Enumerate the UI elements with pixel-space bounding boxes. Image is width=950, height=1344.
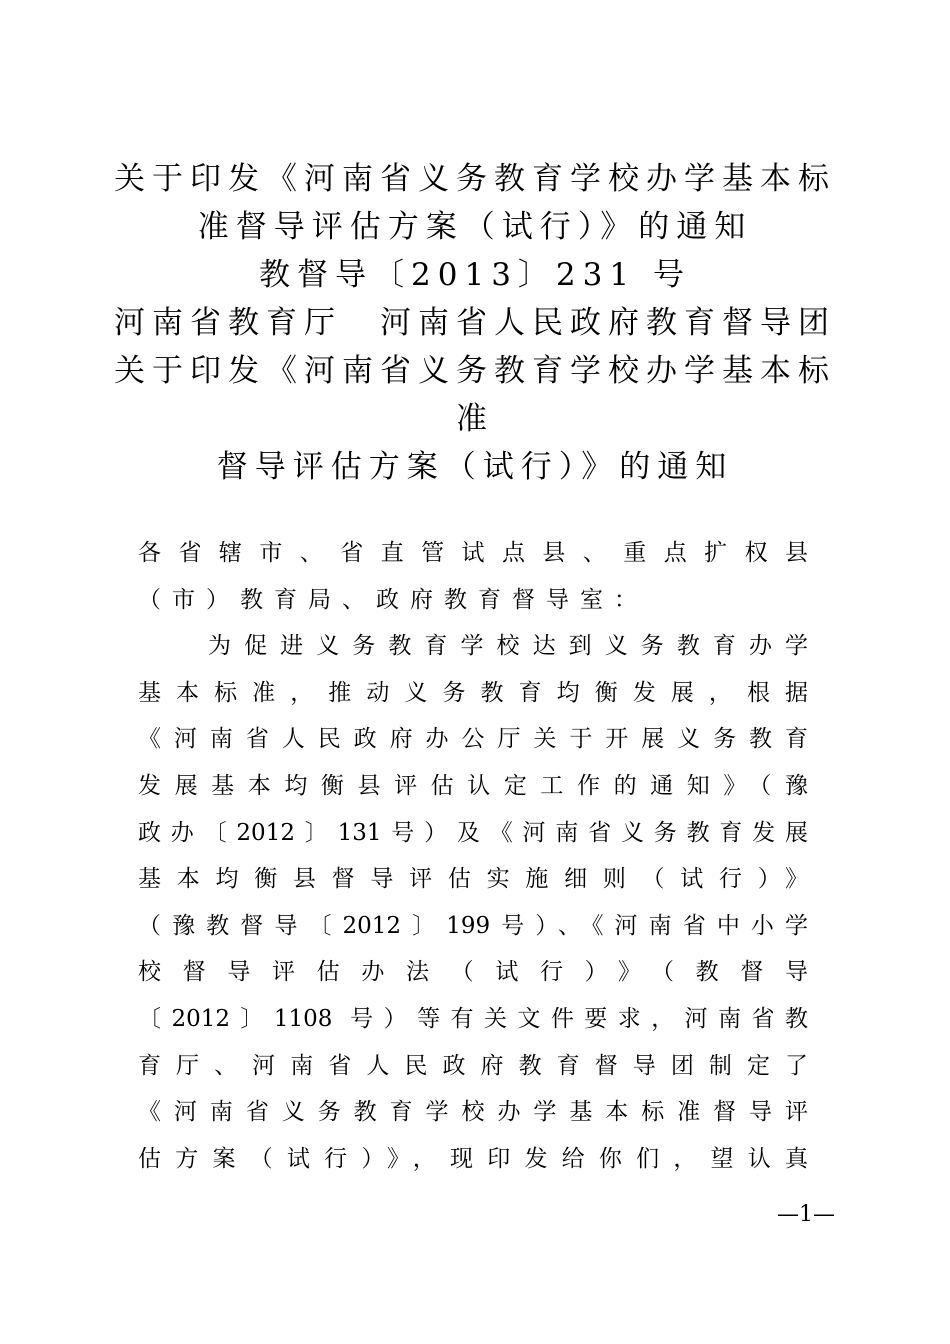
body-line: 估方案（试行）》，现印发给你们，望认真: [138, 1145, 808, 1172]
title-repeat-line-2: 准: [456, 401, 494, 437]
body-line: 《河南省义务教育学校办学基本标准督导评: [138, 1099, 808, 1126]
body-line: （市）教育局、政府教育督导室：: [138, 586, 648, 613]
document-title-block: [0, 155, 950, 491]
body-line: 为促进义务教育学校达到义务教育办学: [208, 633, 808, 660]
body-line: （豫教督导〔2012〕199号）、《河南省中小学: [138, 912, 808, 939]
page-number: —1—: [777, 1202, 835, 1227]
title-repeat-line-1: 关于印发《河南省义务教育学校办学基本标: [114, 353, 836, 389]
title-repeat-line-3: 督导评估方案（试行）》的通知: [216, 449, 734, 485]
document-body: [138, 530, 808, 1182]
body-line: 《河南省人民政府办公厅关于开展义务教育: [138, 726, 808, 753]
body-line: 育厅、河南省人民政府教育督导团制定了: [138, 1052, 808, 1079]
document-number: 教督导〔2013〕231 号: [259, 257, 691, 293]
body-line: 各省辖市、省直管试点县、重点扩权县: [138, 540, 808, 566]
body-line: 基本标准，推动义务教育均衡发展，根据: [138, 679, 808, 706]
issuing-authorities: 河南省教育厅 河南省人民政府教育督导团: [114, 305, 836, 341]
body-line: 校督导评估办法（试行）》（教督导: [138, 959, 808, 986]
body-line: 发展基本均衡县评估认定工作的通知》（豫: [138, 772, 808, 799]
body-line: 基本均衡县督导评估实施细则（试行）》: [138, 866, 808, 893]
body-line: 〔2012〕1108 号）等有关文件要求，河南省教: [138, 1005, 808, 1032]
body-line: 政办〔2012〕131号）及《河南省义务教育发展: [138, 819, 808, 846]
title-line-1: 关于印发《河南省义务教育学校办学基本标: [114, 161, 836, 197]
title-line-2: 准督导评估方案（试行）》的通知: [197, 209, 753, 245]
